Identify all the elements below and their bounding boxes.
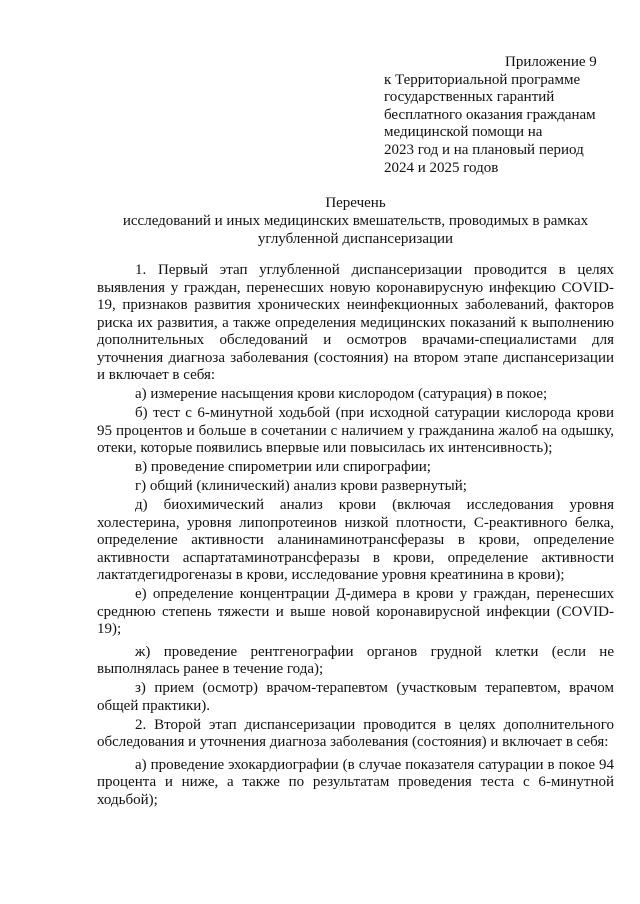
list-item-z: з) прием (осмотр) врачом-терапевтом (участковым терапевтом, врачом общей практики). <box>97 680 614 714</box>
paragraph-stage-2: 2. Второй этап диспансеризации проводится в целях дополнительного обследования и уточнения диагноза заболевания (состояния) и включает в себя: <box>97 716 614 750</box>
appendix-line: 2024 и 2025 годов <box>384 159 499 176</box>
list-item-zh: ж) проведение рентгенографии органов грудной клетки (если не выполнялась ранее в течение года); <box>97 643 614 677</box>
list-item-g: г) общий (клинический) анализ крови развернутый; <box>135 478 467 494</box>
title-line: углубленной диспансеризации <box>257 231 454 247</box>
paragraph-stage-1: 1. Первый этап углубленной диспансеризации проводится в целях выявления у граждан, перенесших новую коронавирусную инфекцию COVID-19, признаков развития хронических неинфекционных заболеваний, факторов риска их развития, а также определения медицинских показаний к выполнению дополнительных обследований и осмотров врачами-специалистами для уточнения диагноза заболевания (состояния) на втором этапе диспансеризации и включает в себя: <box>97 262 614 383</box>
appendix-line: к Территориальной программе <box>384 71 581 88</box>
list-item-e: е) определение концентрации Д-димера в крови у граждан, перенесших среднюю степень тяжести и выше новой коронавирусной инфекции (COVID-19); <box>97 586 614 637</box>
list-item-d: д) биохимический анализ крови (включая исследования уровня холестерина, уровня липопротеинов низкой плотности, С-реактивного белка, определение активности аланинаминотрансферазы в крови, определение активности аспартатаминотрансферазы в крови, определение активности лактатдегидрогеназы в крови, исследование уровня креатинина в крови); <box>97 497 614 583</box>
appendix-line: 2023 год и на плановый период <box>384 141 584 158</box>
list-item-v: в) проведение спирометрии или спирографии; <box>135 459 431 475</box>
list-item-b: б) тест с 6-минутной ходьбой (при исходной сатурации кислорода крови 95 процентов и больше в сочетании с наличием у гражданина жалоб на одышку, отеки, которые появились впервые или повысилась их интенсивность); <box>97 405 614 456</box>
list-item-a: а) измерение насыщения крови кислородом (сатурация) в покое; <box>135 386 548 402</box>
document-body <box>97 262 614 811</box>
document-title <box>97 194 614 248</box>
appendix-line: бесплатного оказания гражданам <box>384 106 596 123</box>
appendix-line: государственных гарантий <box>384 89 555 106</box>
title-line: Перечень <box>325 195 386 211</box>
appendix-number: Приложение 9 <box>505 54 597 70</box>
appendix-line: медицинской помощи на <box>384 124 543 141</box>
appendix-block <box>384 54 624 177</box>
list-item-a-stage-2: а) проведение эхокардиографии (в случае показателя сатурации в покое 94 процента и ниже, а также по результатам проведения теста с 6-минутной ходьбой); <box>97 756 614 808</box>
title-line: исследований и иных медицинских вмешательств, проводимых в рамках <box>122 213 589 229</box>
